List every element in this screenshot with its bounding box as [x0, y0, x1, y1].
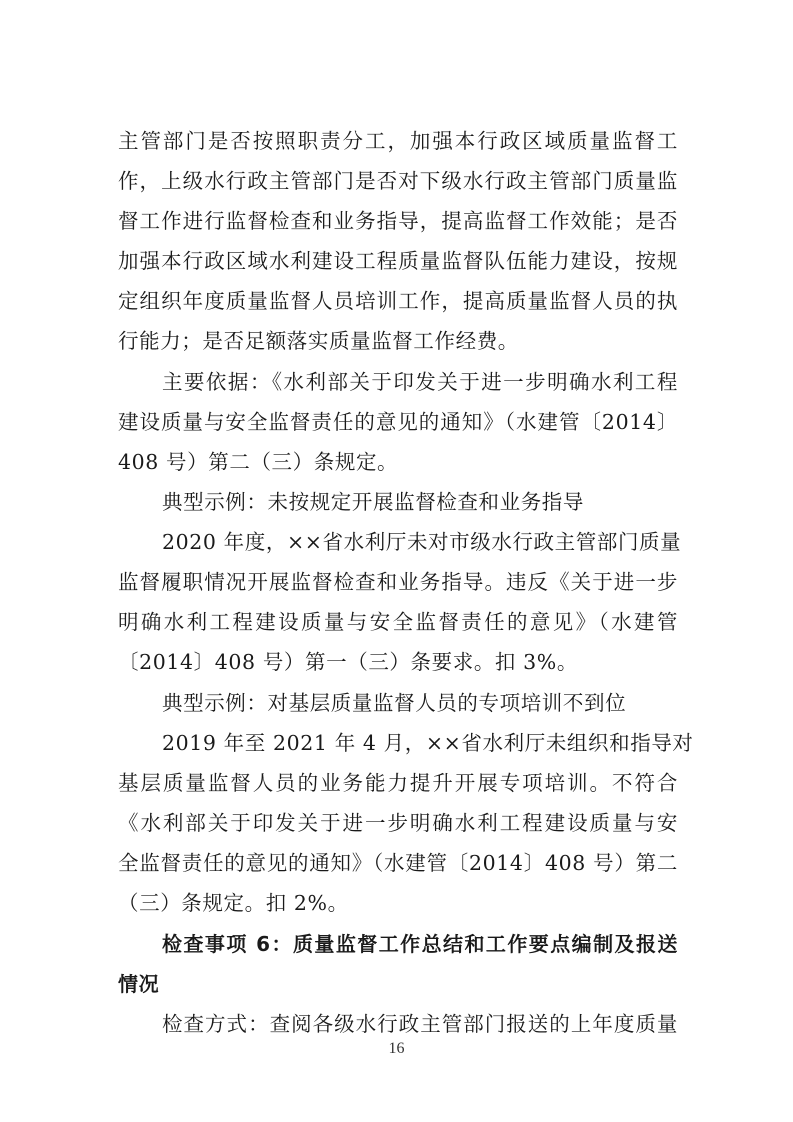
text-line: 明确水利工程建设质量与安全监督责任的意见》（水建管	[118, 610, 678, 634]
method-paragraph-line: 检查方式：查阅各级水行政主管部门报送的上年度质量	[162, 1012, 678, 1036]
text-line: 作，上级水行政主管部门是否对下级水行政主管部门质量监	[118, 169, 678, 193]
example-heading: 典型示例：未按规定开展监督检查和业务指导	[162, 490, 584, 514]
text-line: 督工作进行监督检查和业务指导，提高监督工作效能；是否	[118, 209, 678, 233]
section-heading: 检查事项 6：质量监督工作总结和工作要点编制及报送	[162, 932, 678, 956]
text-line: （三）条规定。扣 2%。	[118, 891, 349, 915]
text-line: 行能力；是否足额落实质量监督工作经费。	[118, 329, 519, 353]
section-heading-continued: 情况	[118, 972, 160, 996]
text-line: 基层质量监督人员的业务能力提升开展专项培训。不符合	[118, 771, 678, 795]
text-line: 主管部门是否按照职责分工，加强本行政区域质量监督工	[118, 129, 678, 153]
text-line: 《水利部关于印发关于进一步明确水利工程建设质量与安	[118, 811, 678, 835]
text-line: 全监督责任的意见的通知》（水建管〔2014〕408 号）第二	[118, 851, 678, 875]
text-line: 定组织年度质量监督人员培训工作，提高质量监督人员的执	[118, 289, 678, 313]
example-heading: 典型示例：对基层质量监督人员的专项培训不到位	[162, 691, 627, 715]
text-line: 监督履职情况开展监督检查和业务指导。违反《关于进一步	[118, 570, 678, 594]
example-paragraph-line: 2020 年度，××省水利厅未对市级水行政主管部门质量	[162, 530, 682, 554]
text-line: 〔2014〕408 号）第一（三）条要求。扣 3%。	[118, 650, 578, 674]
page-number: 16	[388, 1040, 405, 1057]
example-paragraph-line: 2019 年至 2021 年 4 月，××省水利厅未组织和指导对	[162, 731, 694, 755]
text-line: 加强本行政区域水利建设工程质量监督队伍能力建设，按规	[118, 249, 678, 273]
text-line: 408 号）第二（三）条规定。	[118, 450, 399, 474]
basis-paragraph-line: 主要依据：《水利部关于印发关于进一步明确水利工程	[162, 370, 678, 394]
text-line: 建设质量与安全监督责任的意见的通知》（水建管〔2014〕	[118, 410, 678, 434]
